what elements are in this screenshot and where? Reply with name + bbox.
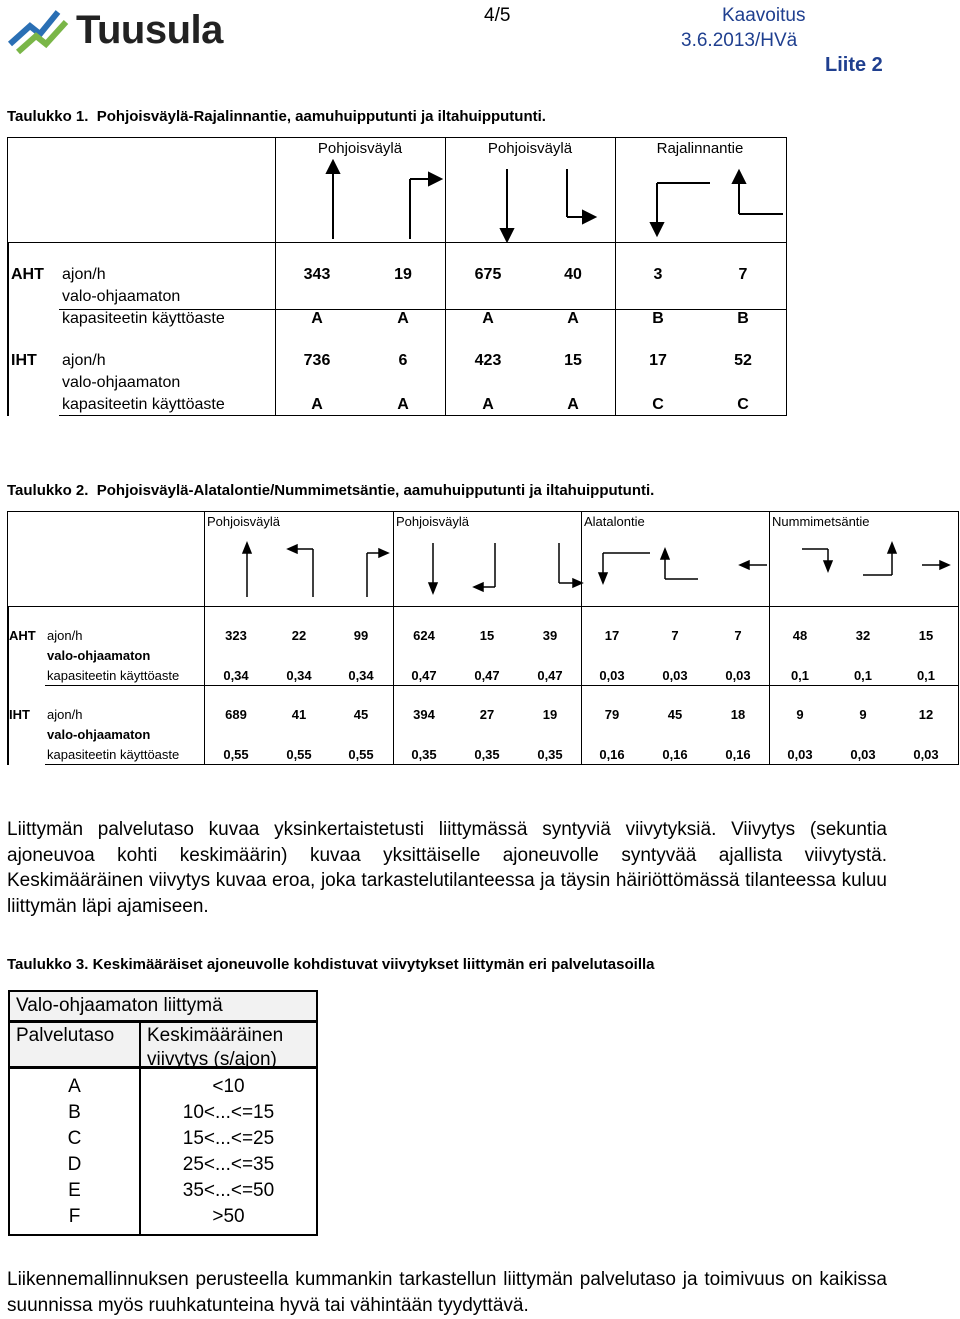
t3-level: B [68, 1102, 81, 1123]
t2-aht-value: 17 [604, 628, 620, 643]
t1-iht-value: 6 [398, 352, 408, 369]
t1-iht-label1: ajon/h [62, 352, 106, 369]
t1-aht-level: A [482, 310, 494, 327]
t2-iht-value: 45 [667, 707, 683, 722]
t2-road-2: Alatalontie [584, 514, 645, 529]
t1-period-aht: AHT [11, 266, 44, 283]
doc-date: 3.6.2013/HVä [681, 30, 798, 51]
t2-aht-value: 48 [792, 628, 808, 643]
t1-period-iht: IHT [11, 352, 37, 369]
t2-iht-ratio: 0,16 [662, 747, 688, 762]
department: Kaavoitus [722, 5, 806, 26]
t2-road-1: Pohjoisväylä [396, 514, 469, 529]
table1-title: Pohjoisväylä-Rajalinnantie, aamuhuipputunti ja iltahuipputunti. [96, 108, 546, 125]
t2-iht-ratio: 0,35 [474, 747, 500, 762]
t1-iht-level: C [737, 396, 749, 413]
t2-iht-ratio: 0,16 [599, 747, 625, 762]
t1-aht-level: A [311, 310, 323, 327]
t1-iht-level: A [567, 396, 579, 413]
t1-aht-level: A [567, 310, 579, 327]
t2-aht-value: 7 [734, 628, 742, 643]
t1-iht-level: C [652, 396, 664, 413]
t1-aht-value: 675 [474, 266, 502, 283]
t1-aht-value: 19 [394, 266, 412, 283]
t2-iht-label3: kapasiteetin käyttöaste [47, 747, 180, 762]
t1-iht-value: 736 [303, 352, 331, 369]
table3-heading: Valo-ohjaamaton liittymä [16, 995, 223, 1016]
t3-level: E [68, 1180, 81, 1201]
table2-number: Taulukko 2. [7, 482, 89, 499]
t2-iht-ratio: 0,03 [787, 747, 813, 762]
t2-iht-ratio: 0,55 [348, 747, 374, 762]
t2-iht-ratio: 0,35 [537, 747, 563, 762]
t2-iht-value: 689 [225, 707, 247, 722]
t2-period-aht: AHT [9, 628, 36, 643]
t1-iht-label3: kapasiteetin käyttöaste [62, 396, 225, 413]
t2-iht-value: 27 [479, 707, 495, 722]
t3-level: C [67, 1128, 82, 1149]
t2-aht-ratio: 0,1 [790, 668, 810, 683]
t2-aht-ratio: 0,1 [853, 668, 873, 683]
t2-aht-label1: ajon/h [47, 628, 83, 643]
t2-iht-value: 79 [604, 707, 620, 722]
t2-aht-ratio: 0,03 [725, 668, 751, 683]
t2-aht-ratio: 0,47 [411, 668, 437, 683]
t3-col-delay-1: Keskimääräinen [147, 1025, 284, 1046]
t2-aht-label2: valo-ohjaamaton [47, 648, 151, 663]
t3-level: D [67, 1154, 82, 1175]
t1-iht-level: A [482, 396, 494, 413]
t2-aht-value: 7 [671, 628, 679, 643]
t2-period-iht: IHT [9, 707, 30, 722]
t1-aht-level: A [397, 310, 409, 327]
t2-iht-ratio: 0,03 [913, 747, 939, 762]
t1-iht-value: 15 [564, 352, 582, 369]
t2-aht-value: 39 [542, 628, 558, 643]
t2-aht-value: 22 [291, 628, 307, 643]
t1-road-1: Pohjoisväylä [487, 140, 573, 157]
t2-iht-label1: ajon/h [47, 707, 83, 722]
t2-iht-value: 45 [353, 707, 369, 722]
t2-aht-label3: kapasiteetin käyttöaste [47, 668, 180, 683]
t2-aht-value: 624 [413, 628, 435, 643]
t2-aht-ratio: 0,47 [474, 668, 500, 683]
t2-iht-value: 9 [796, 707, 804, 722]
table1-number: Taulukko 1. [7, 108, 89, 125]
table2-caption [7, 482, 654, 499]
paragraph-conclusion: Liikennemallinnuksen perusteella kummankin tarkastellun liittymän palvelutaso ja toimivuus on kaikissa suunnissa myös ruuhkatunteina hyvä tai vähintään tyydyttävä. [7, 1269, 887, 1316]
t1-turn-arrows-icon [275, 159, 787, 243]
t1-aht-value: 40 [564, 266, 582, 283]
t2-road-3: Nummimetsäntie [772, 514, 870, 529]
t1-aht-level: B [737, 310, 749, 327]
t2-aht-ratio: 0,34 [223, 668, 249, 683]
t1-aht-value: 7 [738, 266, 748, 283]
tuusula-logo [6, 4, 276, 60]
t2-iht-ratio: 0,35 [411, 747, 437, 762]
t2-aht-value: 32 [855, 628, 871, 643]
t1-aht-value: 3 [653, 266, 663, 283]
t3-delay: 10<...<=15 [182, 1102, 275, 1123]
t1-iht-label2: valo-ohjaamaton [62, 374, 181, 391]
table1 [7, 137, 787, 416]
t1-aht-level: B [652, 310, 664, 327]
t2-iht-ratio: 0,55 [286, 747, 312, 762]
t2-iht-label2: valo-ohjaamaton [47, 727, 151, 742]
t2-aht-value: 99 [353, 628, 369, 643]
table3 [8, 990, 318, 1236]
t2-iht-value: 12 [918, 707, 934, 722]
appendix-label: Liite 2 [825, 54, 883, 76]
table2-title: Pohjoisväylä-Alatalontie/Nummimetsäntie, aamuhuipputunti ja iltahuipputunti. [96, 482, 655, 499]
page-number: 4/5 [484, 5, 511, 26]
table3-title: Keskimääräiset ajoneuvolle kohdistuvat viivytykset liittymän eri palvelutasoilla [92, 956, 655, 973]
t3-level: A [68, 1076, 81, 1097]
t3-delay: 25<...<=35 [182, 1154, 275, 1175]
t2-aht-value: 15 [918, 628, 934, 643]
t1-aht-label2: valo-ohjaamaton [62, 288, 181, 305]
t2-iht-value: 41 [291, 707, 307, 722]
t2-road-0: Pohjoisväylä [207, 514, 280, 529]
t3-delay: 35<...<=50 [182, 1180, 275, 1201]
t1-aht-label3: kapasiteetin käyttöaste [62, 310, 225, 327]
t1-iht-value: 52 [734, 352, 752, 369]
t2-aht-value: 323 [225, 628, 247, 643]
t1-iht-level: A [397, 396, 409, 413]
table3-number: Taulukko 3. [7, 956, 89, 973]
t2-aht-value: 15 [479, 628, 495, 643]
t2-aht-ratio: 0,1 [916, 668, 936, 683]
t1-road-0: Pohjoisväylä [317, 140, 403, 157]
table2 [7, 511, 959, 765]
t2-aht-ratio: 0,03 [662, 668, 688, 683]
t1-aht-value: 343 [303, 266, 331, 283]
t2-iht-value: 394 [413, 707, 435, 722]
t2-iht-value: 9 [859, 707, 867, 722]
logo-mark-icon [6, 4, 72, 60]
logo-text: Tuusula [76, 8, 223, 52]
t1-iht-value: 17 [649, 352, 667, 369]
t3-delay: <10 [212, 1076, 245, 1097]
t2-iht-value: 19 [542, 707, 558, 722]
t2-iht-ratio: 0,16 [725, 747, 751, 762]
t2-turn-arrows-icon [204, 535, 959, 601]
t1-aht-label1: ajon/h [62, 266, 106, 283]
table1-caption [7, 108, 546, 125]
t3-col-level: Palvelutaso [16, 1025, 115, 1046]
t1-iht-level: A [311, 396, 323, 413]
t3-col-delay-2: viivytys (s/ajon) [147, 1049, 277, 1070]
t2-iht-value: 18 [730, 707, 746, 722]
t2-aht-ratio: 0,34 [286, 668, 312, 683]
table3-caption [7, 956, 655, 973]
t1-road-2: Rajalinnantie [656, 140, 744, 157]
t2-aht-ratio: 0,03 [599, 668, 625, 683]
t3-delay: 15<...<=25 [182, 1128, 275, 1149]
t2-iht-ratio: 0,55 [223, 747, 249, 762]
t3-level: F [68, 1206, 81, 1227]
paragraph-level-of-service: Liittymän palvelutaso kuvaa yksinkertaistetusti liittymässä syntyviä viivytyksiä. Viivytys (sekuntia ajoneuvoa kohti keskimäärin) kuvaa yksittäiselle ajoneuvolle syntyvää ajallista viivytystä. Keskimääräinen viivytys kuvaa eroa, joka tarkastelutilanteessa ja täysin häiriöttömässä tilanteessa kuluu liittymän läpi ajamiseen. [7, 819, 887, 917]
t3-delay: >50 [212, 1206, 245, 1227]
t1-iht-value: 423 [474, 352, 502, 369]
t2-aht-ratio: 0,47 [537, 668, 563, 683]
t2-aht-ratio: 0,34 [348, 668, 374, 683]
t2-iht-ratio: 0,03 [850, 747, 876, 762]
